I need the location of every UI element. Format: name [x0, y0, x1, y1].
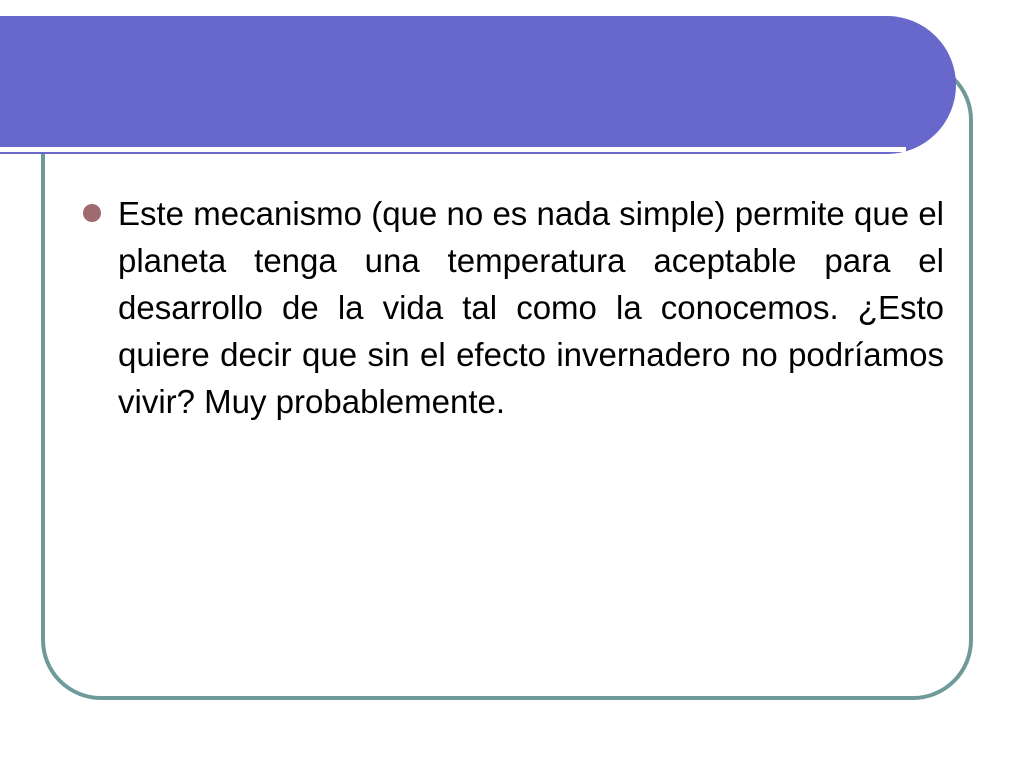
- title-underline: [0, 147, 906, 152]
- title-band: [0, 16, 956, 154]
- bullet-item: [80, 190, 944, 425]
- bullet-icon: [83, 204, 101, 222]
- slide-title: [60, 56, 880, 126]
- slide-body: [80, 190, 944, 425]
- bullet-text: Este mecanismo (que no es nada simple) permite que el planeta tenga una temperatura aceptable para el desarrollo de la vida tal como la conocemos. ¿Esto quiere decir que sin el efecto invernadero no podríamos vivir? Muy probablemente.: [118, 195, 944, 420]
- side-watermark: [962, 270, 986, 570]
